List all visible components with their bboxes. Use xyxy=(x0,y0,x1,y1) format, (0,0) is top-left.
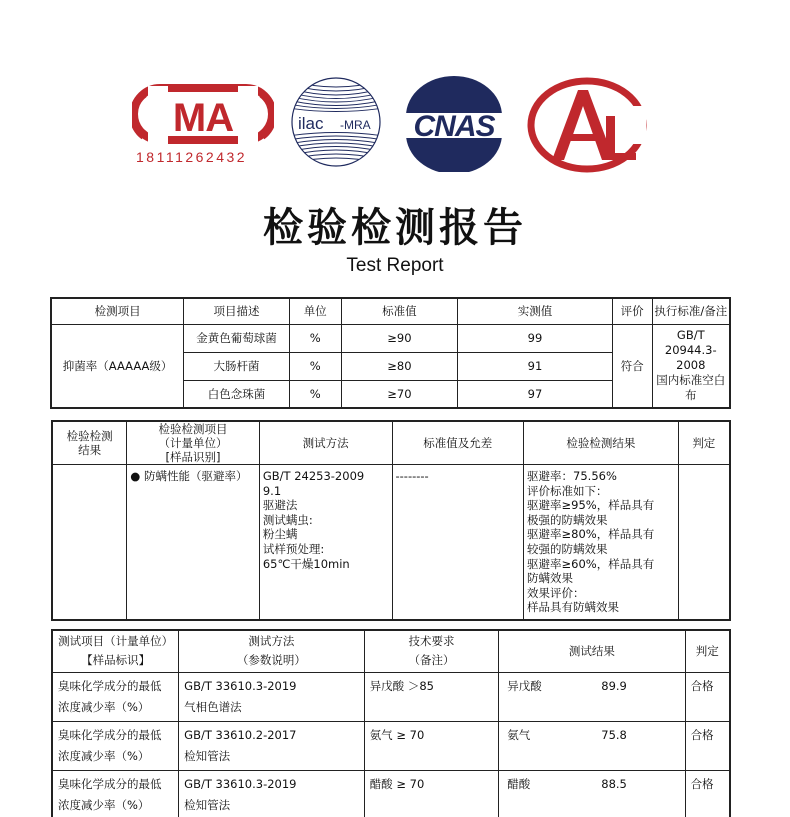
unit: % xyxy=(289,352,341,380)
test-item: 臭味化学成分的最低 浓度减少率（%） xyxy=(52,721,179,770)
header-cell: 标准值 xyxy=(341,298,458,324)
measured-value: 99 xyxy=(458,324,612,352)
test-method: GB/T 33610.3-2019 气相色谱法 xyxy=(179,672,365,721)
table-header-row xyxy=(52,630,730,672)
table-row xyxy=(52,672,730,721)
test-result xyxy=(499,721,685,770)
header-cell: 测试方法 xyxy=(259,421,392,465)
anti-mite-table xyxy=(51,420,731,621)
test-item: 臭味化学成分的最低 浓度减少率（%） xyxy=(52,672,179,721)
evaluation: 符合 xyxy=(612,324,652,408)
empty-cell xyxy=(52,465,127,620)
bullet-icon: ● xyxy=(130,469,141,483)
measured-value: 91 xyxy=(458,352,612,380)
svg-text:ilac: ilac xyxy=(298,114,324,133)
header-cell: 测试项目（计量单位） 【样品标识】 xyxy=(52,630,179,672)
result-value: 88.5 xyxy=(601,776,627,791)
requirement: 氨气 ≥ 70 xyxy=(364,721,499,770)
test-result xyxy=(499,672,685,721)
header-cell: 实测值 xyxy=(458,298,612,324)
header-cell: 判定 xyxy=(685,630,730,672)
judgement: 合格 xyxy=(685,672,730,721)
item-description: 白色念珠菌 xyxy=(184,380,290,408)
result-name: 氨气 xyxy=(507,727,531,742)
cnas-logo xyxy=(394,76,514,172)
header-cell: 标准值及允差 xyxy=(392,421,524,465)
unit: % xyxy=(289,380,341,408)
header-cell: 测试结果 xyxy=(499,630,685,672)
item-description: 大肠杆菌 xyxy=(184,352,290,380)
logos-bar xyxy=(0,70,790,180)
result-name: 异戊酸 xyxy=(507,678,542,693)
cma-number: 18111262432 xyxy=(136,149,248,165)
test-method: GB/T 24253-2009 9.1 驱避法 测试螨虫: 粉尘螨 试样预处理: 65℃干燥10min xyxy=(259,465,392,620)
judgement xyxy=(678,465,730,620)
header-cell: 单位 xyxy=(289,298,341,324)
standard-note: GB/T 20944.3-2008 国内标准空白布 xyxy=(652,324,730,408)
deodorization-table xyxy=(51,629,731,817)
antibacterial-table xyxy=(50,297,731,409)
header-cell: 执行标准/备注 xyxy=(652,298,730,324)
test-result xyxy=(499,770,685,817)
cma-logo xyxy=(132,84,274,148)
ilac-mra-logo xyxy=(288,74,384,170)
header-cell: 测试方法 （参数说明） xyxy=(179,630,365,672)
test-method: GB/T 33610.3-2019 检知管法 xyxy=(179,770,365,817)
judgement: 合格 xyxy=(685,721,730,770)
svg-text:MA: MA xyxy=(172,96,234,140)
table-row xyxy=(52,770,730,817)
standard-value: ≥80 xyxy=(341,352,458,380)
table-row xyxy=(52,465,730,620)
report-title: 检验检测报告 xyxy=(263,205,527,251)
test-item xyxy=(127,465,260,620)
report-subtitle: Test Report xyxy=(346,255,444,276)
judgement: 合格 xyxy=(685,770,730,817)
measured-value: 97 xyxy=(458,380,612,408)
header-cell: 判定 xyxy=(678,421,730,465)
header-cell: 技术要求 （备注） xyxy=(364,630,499,672)
svg-text:-MRA: -MRA xyxy=(340,118,371,132)
standard-value: ≥70 xyxy=(341,380,458,408)
tolerance: -------- xyxy=(392,465,524,620)
test-item: 臭味化学成分的最低 浓度减少率（%） xyxy=(52,770,179,817)
item-label: 防螨性能（驱避率） xyxy=(143,469,248,483)
test-method: GB/T 33610.2-2017 检知管法 xyxy=(179,721,365,770)
result-value: 75.8 xyxy=(601,727,627,742)
test-result: 驱避率：75.56% 评价标准如下： 驱避率≥95%，样品具有 极强的防螨效果 驱避率≥80%，样品具有 较强的防螨效果 驱避率≥60%，样品具有 防螨效果 效果评价： 样品具有防螨效果 xyxy=(524,465,679,620)
header-cell: 检验检测项目 （计量单位） [样品识别] xyxy=(127,421,260,465)
header-cell: 检测项目 xyxy=(51,298,184,324)
cal-logo xyxy=(526,76,648,174)
item-description: 金黄色葡萄球菌 xyxy=(184,324,290,352)
table-row xyxy=(52,721,730,770)
table-row xyxy=(51,324,730,352)
header-cell: 项目描述 xyxy=(184,298,290,324)
unit: % xyxy=(289,324,341,352)
table-header-row xyxy=(51,298,730,324)
table-header-row xyxy=(52,421,730,465)
standard-value: ≥90 xyxy=(341,324,458,352)
svg-text:CNAS: CNAS xyxy=(413,110,495,143)
result-name: 醋酸 xyxy=(507,776,531,791)
header-cell: 检验检测 结果 xyxy=(52,421,127,465)
test-item: 抑菌率（AAAAA级） xyxy=(51,324,184,408)
header-cell: 检验检测结果 xyxy=(524,421,679,465)
header-cell: 评价 xyxy=(612,298,652,324)
result-value: 89.9 xyxy=(601,678,627,693)
requirement: 异戊酸 ＞85 xyxy=(364,672,499,721)
requirement: 醋酸 ≥ 70 xyxy=(364,770,499,817)
